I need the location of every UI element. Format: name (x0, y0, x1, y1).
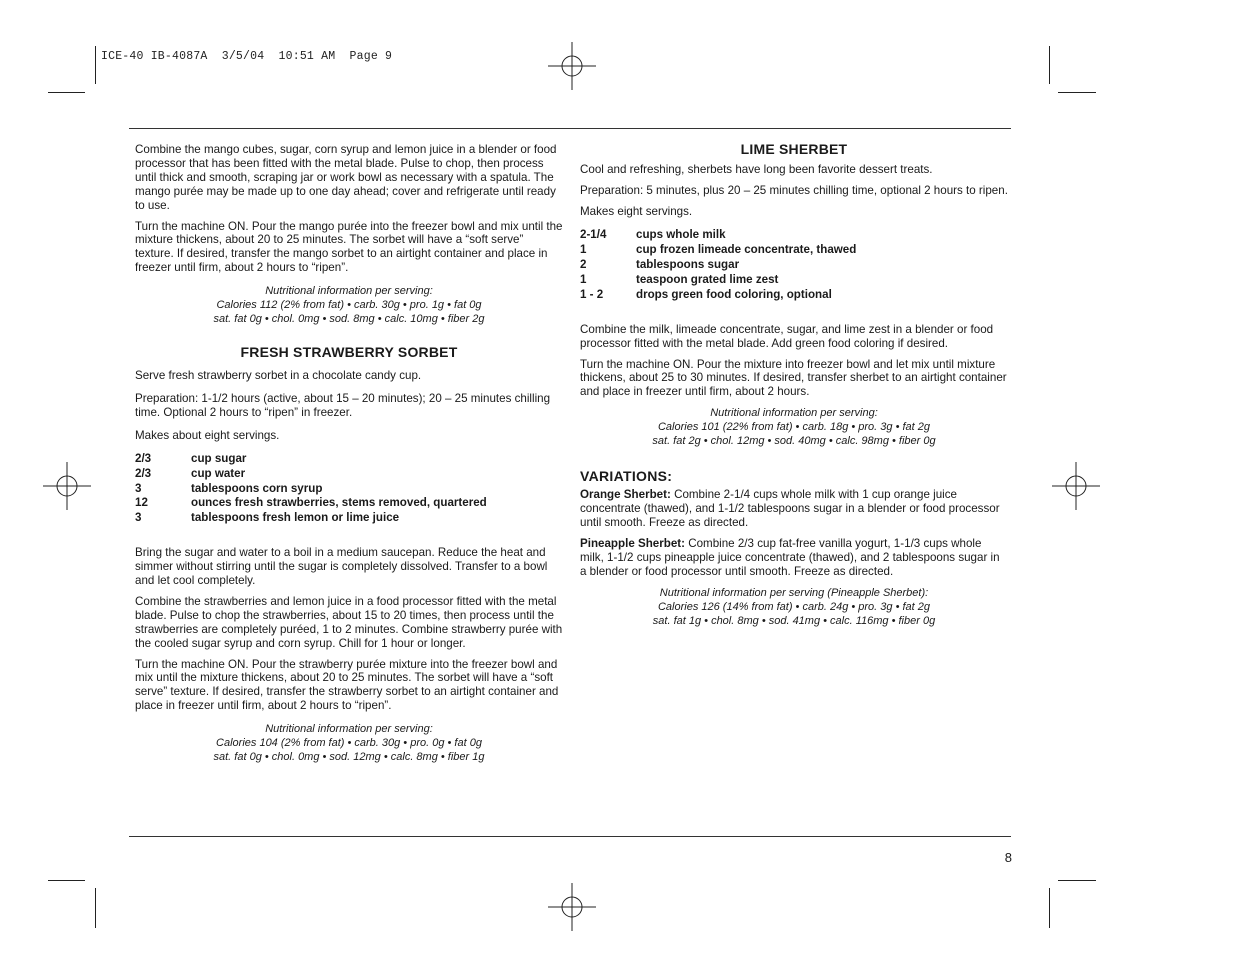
registration-mark-icon (1052, 462, 1100, 510)
bottom-rule (129, 836, 1011, 837)
pineapple-nutrition: Nutritional information per serving (Pineapple Sherbet): Calories 126 (14% from fat) • carb. 24g • pro. 3g • fat 2g sat. fat 1g • chol. 8mg • sod. 41mg • calc. 116mg • fiber 0g (652, 586, 936, 627)
strawberry-intro: Serve fresh strawberry sorbet in a chocolate candy cup. (135, 369, 422, 383)
crop-mark (1049, 888, 1050, 928)
ingredient-item: 2-1/4 cups whole milk (580, 228, 726, 242)
strawberry-servings: Makes about eight servings. (135, 428, 280, 442)
strawberry-step-3: Turn the machine ON. Pour the strawberry purée mixture into the freezer bowl and mix until the mixture thickens, about 20 to 25 minutes. The sorbet will have a “soft serve” texture. If desired, transfer the strawberry sorbet to an airtight container and place in freezer until firm, about 2 hours to “ripen”. (135, 657, 559, 713)
lime-prep: Preparation: 5 minutes, plus 20 – 25 minutes chilling time, optional 2 hours to ripen. (580, 183, 1008, 197)
strawberry-nutrition: Nutritional information per serving: Calories 104 (2% from fat) • carb. 30g • pro. 0g • fat 0g sat. fat 0g • chol. 0mg • sod. 12mg • calc. 8mg • fiber 1g (213, 723, 485, 764)
mango-step-2: Turn the machine ON. Pour the mango purée into the freezer bowl and mix until the mixture thickens, about 20 to 25 minutes. The sorbet will have a “soft serve” texture. If desired, transfer the mango sorbet to an airtight container and place in freezer until firm, about 2 hours to “ripen”. (135, 219, 563, 275)
strawberry-step-1: Bring the sugar and water to a boil in a medium saucepan. Reduce the heat and simmer without stirring until the sugar is completely dissolved. Transfer to a bowl and let cool completely. (135, 546, 548, 588)
lime-step-1: Combine the milk, limeade concentrate, sugar, and lime zest in a blender or food processor fitted with the metal blade. Add green food coloring if desired. (580, 322, 994, 350)
registration-mark-icon (548, 883, 596, 931)
strawberry-title: FRESH STRAWBERRY SORBET (240, 344, 458, 361)
lime-nutrition: Nutritional information per serving: Calories 101 (22% from fat) • carb. 18g • pro. 3g • fat 2g sat. fat 2g • chol. 12mg • sod. 40mg • calc. 98mg • fiber 0g (652, 407, 936, 448)
strawberry-prep: Preparation: 1-1/2 hours (active, about 15 – 20 minutes); 20 – 25 minutes chilling time. Optional 2 hours to “ripen” in freezer. (135, 391, 551, 419)
right-column (580, 143, 1008, 635)
crop-mark (95, 46, 96, 84)
registration-mark-icon (43, 462, 91, 510)
registration-mark-icon (548, 42, 596, 90)
crop-mark (1058, 92, 1096, 93)
ingredient-item: 2/3 cup water (135, 466, 246, 480)
orange-sherbet-variation: Orange Sherbet: Combine 2-1/4 cups whole milk with 1 cup orange juice concentrate (thawed), and 1-1/2 tablespoons sugar in a blender or food processor until smooth. Freeze as directed. (580, 488, 1000, 529)
printer-slug: ICE-40 IB-4087A 3/5/04 10:51 AM Page 9 (101, 50, 393, 63)
variations-title: VARIATIONS: (580, 468, 673, 485)
ingredient-item: 3 tablespoons fresh lemon or lime juice (135, 511, 400, 525)
lime-servings: Makes eight servings. (580, 205, 693, 219)
crop-mark (1058, 880, 1096, 881)
lime-title: LIME SHERBET (740, 141, 848, 157)
lime-ingredients (580, 228, 1008, 303)
strawberry-step-2: Combine the strawberries and lemon juice in a food processor fitted with the metal blade. Pulse to chop the strawberries, about 15 to 20 times, then process until the strawberries are completely puréed, 1 to 2 minutes. Combine strawberry purée with the cooled sugar syrup and corn syrup. Chill for 1 hour or longer. (135, 594, 563, 650)
left-column (135, 143, 563, 771)
ingredient-item: 2 tablespoons sugar (580, 258, 740, 272)
lime-step-2: Turn the machine ON. Pour the mixture into freezer bowl and let mix until mixture thickens, about 25 to 30 minutes. If desired, transfer sherbet to an airtight container and place in freezer until firm, about 2 hours. (580, 357, 1007, 399)
lime-intro: Cool and refreshing, sherbets have long been favorite dessert treats. (580, 162, 933, 176)
ingredient-item: 1 - 2 drops green food coloring, optional (580, 287, 832, 301)
crop-mark (1049, 46, 1050, 84)
page-number: 8 (1004, 850, 1012, 865)
strawberry-ingredients (135, 452, 563, 527)
pineapple-sherbet-variation: Pineapple Sherbet: Combine 2/3 cup fat-free vanilla yogurt, 1-1/3 cups whole milk, 1-1/2 cups pineapple juice concentrate (thawed), and 2 tablespoons sugar in a blender or food processor until smooth. Freeze as directed. (580, 536, 1000, 578)
mango-step-1: Combine the mango cubes, sugar, corn syrup and lemon juice in a blender or food processor that has been fitted with the metal blade. Pulse to chop, then process until thick and smooth, scraping jar or work bowl as necessary with a spatula. The mango purée may be made up to one day ahead; cover and refrigerate until ready to use. (135, 143, 557, 212)
ingredient-item: 3 tablespoons corn syrup (135, 481, 323, 495)
ingredient-item: 2/3 cup sugar (135, 451, 247, 465)
mango-nutrition: Nutritional information per serving: Calories 112 (2% from fat) • carb. 30g • pro. 1g • fat 0g sat. fat 0g • chol. 0mg • sod. 8mg • calc. 10mg • fiber 2g (213, 285, 485, 326)
ingredient-item: 1 cup frozen limeade concentrate, thawed (580, 243, 857, 257)
crop-mark (95, 888, 96, 928)
ingredient-item: 1 teaspoon grated lime zest (580, 272, 779, 286)
crop-mark (48, 92, 85, 93)
crop-mark (48, 880, 85, 881)
ingredient-item: 12 ounces fresh strawberries, stems removed, quartered (135, 496, 487, 510)
top-rule (129, 128, 1011, 129)
